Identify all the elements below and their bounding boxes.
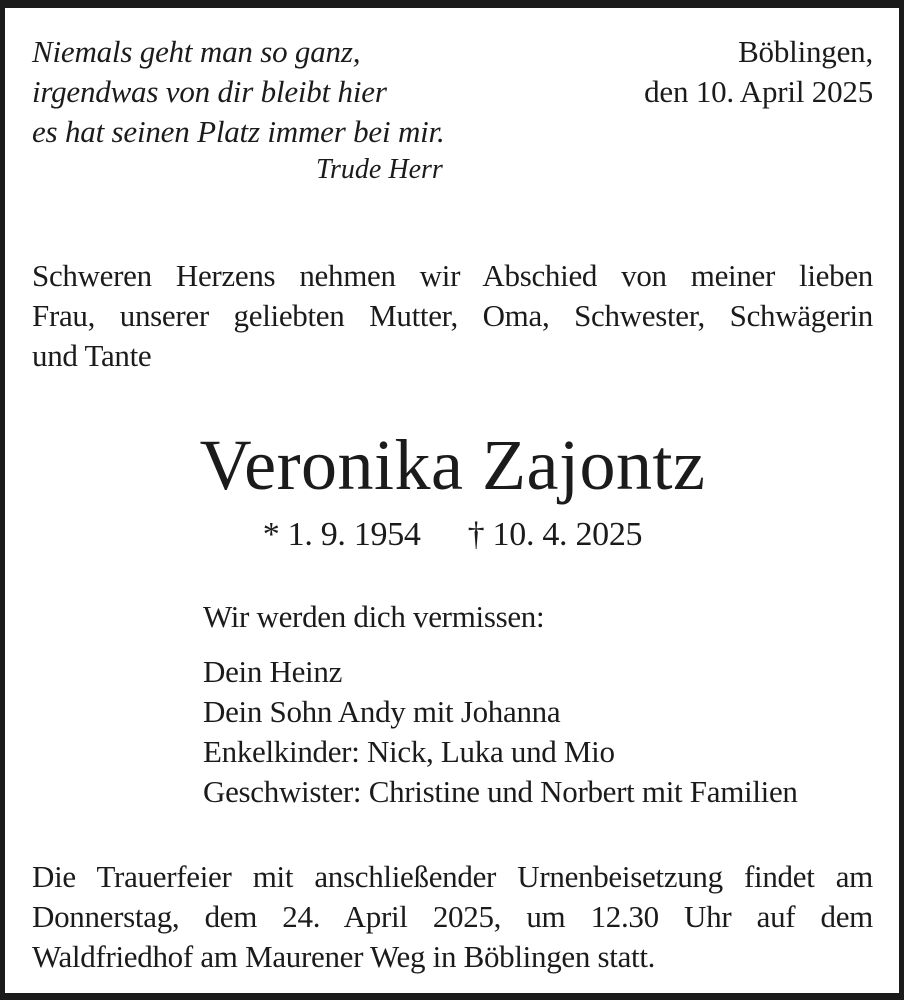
mourner-item: Dein Heinz — [203, 654, 343, 689]
intro-line: Schweren Herzens nehmen wir Abschied von meiner lieben — [32, 258, 873, 293]
memorial-quote — [32, 32, 445, 188]
funeral-line: Die Trauerfeier mit anschließender Urnenbeisetzung findet am — [32, 859, 873, 894]
mourner-item: Dein Sohn Andy mit Johanna — [203, 694, 561, 729]
quote-line: es hat seinen Platz immer bei mir. — [32, 114, 445, 149]
intro-paragraph — [32, 256, 873, 376]
funeral-paragraph — [32, 857, 873, 977]
mourners-section — [32, 597, 873, 812]
header-row — [32, 32, 873, 188]
mourners-list — [203, 652, 873, 812]
intro-line: und Tante — [32, 338, 152, 373]
quote-line: Niemals geht man so ganz, — [32, 34, 361, 69]
mourners-intro: Wir werden dich vermissen: — [203, 599, 545, 634]
funeral-line: Waldfriedhof am Maurener Weg in Böblingen statt. — [32, 939, 656, 974]
dateline-date: den 10. April 2025 — [644, 74, 873, 109]
dateline — [644, 32, 873, 112]
funeral-line: Donnerstag, dem 24. April 2025, um 12.30 Uhr auf dem — [32, 899, 873, 934]
life-dates — [32, 515, 873, 555]
memorial-quote-lines — [32, 32, 445, 152]
mourner-item: Enkelkinder: Nick, Luka und Mio — [203, 734, 615, 769]
death-date: † 10. 4. 2025 — [467, 516, 643, 553]
mourner-item: Geschwister: Christine und Norbert mit Familien — [203, 774, 798, 809]
deceased-name: Veronika Zajontz — [199, 425, 706, 505]
quote-attribution: Trude Herr — [316, 154, 443, 185]
dateline-city: Böblingen, — [738, 34, 873, 69]
intro-line: Frau, unserer geliebten Mutter, Oma, Schwester, Schwägerin — [32, 298, 873, 333]
birth-date: * 1. 9. 1954 — [262, 516, 421, 553]
quote-line: irgendwas von dir bleibt hier — [32, 74, 387, 109]
